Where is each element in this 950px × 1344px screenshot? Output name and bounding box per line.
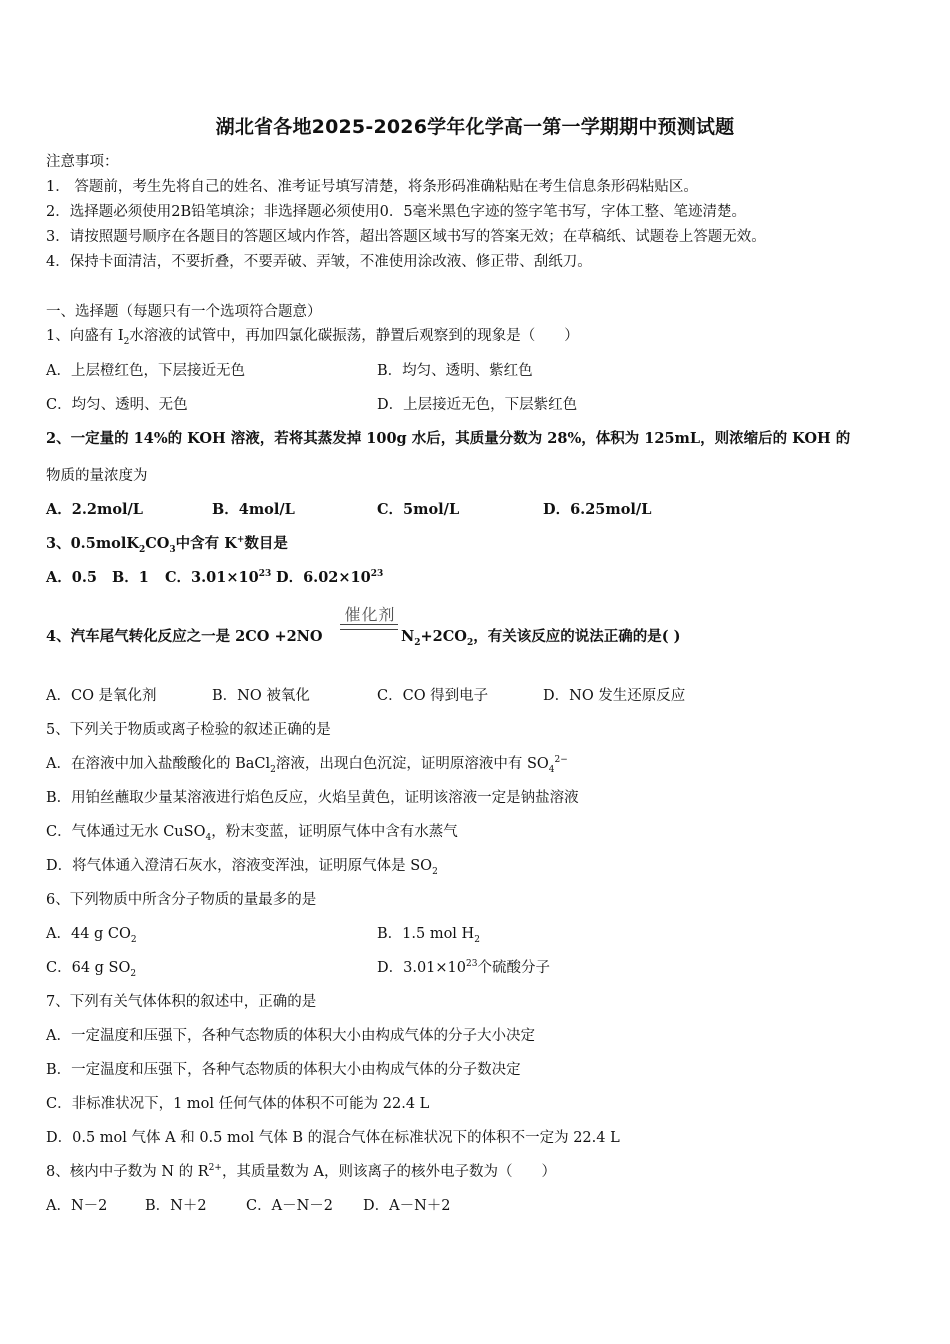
q6-d-text-b: 个硫酸分子 bbox=[477, 960, 550, 976]
notice-item-4: 4．保持卡面清洁，不要折叠，不要弄破、弄皱，不准使用涂改液、修正带、刮纸刀。 bbox=[46, 254, 592, 270]
question-1-stem bbox=[46, 326, 579, 346]
q6-d-text-a: D．3.01×10 bbox=[377, 960, 467, 976]
catalyst-text: 催化剂 bbox=[344, 605, 396, 624]
q5-a-sub: 2 bbox=[270, 764, 276, 775]
q3-text-d: 数目是 bbox=[244, 535, 288, 552]
q5-a-text-b: 溶液，出现白色沉淀，证明原溶液中有 SO bbox=[275, 756, 549, 772]
q5-c-text-b: ，粉末变蓝，证明原气体中含有水蒸气 bbox=[211, 824, 458, 840]
section-heading: 一、选择题（每题只有一个选项符合题意） bbox=[46, 304, 322, 320]
q3-option-b[interactable]: B．1 bbox=[112, 569, 149, 586]
notice-item-2: 2．选择题必须使用2B铅笔填涂；非选择题必须使用0．5毫米黑色字迹的签字笔书写，字体工整、笔迹清楚。 bbox=[46, 204, 747, 220]
q3-sup1: + bbox=[236, 535, 245, 546]
q6-c-sub: 2 bbox=[130, 968, 137, 979]
q4-text-b: N bbox=[401, 628, 415, 645]
q8-option-c[interactable]: C．A－N－2 bbox=[246, 1198, 333, 1214]
q4-option-b[interactable]: B．NO 被氧化 bbox=[212, 688, 310, 704]
q3-option-c[interactable] bbox=[165, 568, 271, 588]
q3-option-d-sup: 23 bbox=[370, 569, 384, 580]
q5-c-text-a: C．气体通过无水 CuSO bbox=[46, 824, 206, 840]
q2-option-b[interactable]: B．4mol/L bbox=[212, 501, 295, 518]
q3-option-c-text: C．3.01×10 bbox=[165, 569, 259, 586]
q7-option-b[interactable]: B．一定温度和压强下，各种气态物质的体积大小由构成气体的分子数决定 bbox=[46, 1062, 521, 1078]
q1-option-c[interactable]: C．均匀、透明、无色 bbox=[46, 397, 188, 413]
q2-option-c[interactable]: C．5mol/L bbox=[377, 501, 460, 518]
q8-text-b: ，其质量数为 A，则该离子的核外电子数为（ ） bbox=[221, 1164, 557, 1180]
q3-sub2: 3 bbox=[169, 544, 176, 555]
q5-option-c[interactable] bbox=[46, 822, 458, 842]
q4-option-a[interactable]: A．CO 是氧化剂 bbox=[46, 688, 157, 704]
q6-option-d[interactable] bbox=[377, 958, 550, 978]
q5-c-sub: 4 bbox=[205, 832, 212, 843]
q6-option-b[interactable] bbox=[377, 924, 480, 944]
q5-d-text-a: D．将气体通入澄清石灰水，溶液变浑浊，证明原气体是 SO bbox=[46, 858, 433, 874]
q4-sub2: 2 bbox=[466, 637, 474, 648]
q3-sub1: 2 bbox=[138, 544, 146, 555]
q7-option-d[interactable]: D．0.5 mol 气体 A 和 0.5 mol 气体 B 的混合气体在标准状况下的体积不一定为 22.4 L bbox=[46, 1130, 620, 1146]
q8-option-a[interactable]: A．N－2 bbox=[46, 1198, 108, 1214]
q6-a-text: A．44 g CO bbox=[46, 926, 131, 942]
q5-d-sub: 2 bbox=[432, 866, 438, 877]
q7-option-a[interactable]: A．一定温度和压强下，各种气态物质的体积大小由构成气体的分子大小决定 bbox=[46, 1028, 535, 1044]
q5-option-d[interactable] bbox=[46, 856, 438, 876]
q3-option-c-sup: 23 bbox=[258, 569, 272, 580]
q8-sup: 2+ bbox=[208, 1163, 222, 1174]
reaction-arrow bbox=[340, 624, 398, 630]
question-4-stem-tail bbox=[401, 627, 681, 647]
q6-option-a[interactable] bbox=[46, 924, 137, 944]
q1-option-b[interactable]: B．均匀、透明、紫红色 bbox=[377, 363, 533, 379]
q2-option-a[interactable]: A．2.2mol/L bbox=[46, 501, 143, 518]
q4-text-c: +2CO bbox=[420, 628, 467, 645]
q3-text-b: CO bbox=[145, 535, 170, 552]
q5-option-a[interactable] bbox=[46, 754, 568, 774]
question-3-stem bbox=[46, 534, 288, 554]
q3-text-a: 3、0.5molK bbox=[46, 535, 139, 552]
q5-a-sup: 2− bbox=[554, 755, 568, 766]
q1-option-d[interactable]: D．上层接近无色，下层紫红色 bbox=[377, 397, 578, 413]
question-2-stem-line2: 物质的量浓度为 bbox=[46, 468, 148, 484]
q5-option-b[interactable]: B．用铂丝蘸取少量某溶液进行焰色反应，火焰呈黄色，证明该溶液一定是钠盐溶液 bbox=[46, 790, 579, 806]
q7-option-c[interactable]: C．非标准状况下，1 mol 任何气体的体积不可能为 22.4 L bbox=[46, 1096, 430, 1112]
q4-sub1: 2 bbox=[414, 637, 421, 648]
q1-option-a[interactable]: A．上层橙红色，下层接近无色 bbox=[46, 363, 245, 379]
q6-d-sup: 23 bbox=[466, 959, 478, 970]
notice-heading: 注意事项： bbox=[46, 154, 119, 170]
q4-option-c[interactable]: C．CO 得到电子 bbox=[377, 688, 489, 704]
q6-b-sub: 2 bbox=[474, 934, 480, 945]
question-8-stem bbox=[46, 1162, 556, 1182]
q3-option-d-text: D．6.02×10 bbox=[276, 569, 371, 586]
q6-a-sub: 2 bbox=[130, 934, 137, 945]
q1-text-b: 水溶液的试管中，再加四氯化碳振荡，静置后观察到的现象是（ ） bbox=[129, 328, 579, 344]
q1-sub: 2 bbox=[123, 336, 130, 347]
q6-c-text: C．64 g SO bbox=[46, 960, 131, 976]
q6-option-c[interactable] bbox=[46, 958, 136, 978]
notice-item-1: 1． 答题前，考生先将自己的姓名、准考证号填写清楚，将条形码准确粘贴在考生信息条形码粘贴区。 bbox=[46, 179, 698, 195]
q4-text-a: 4、汽车尾气转化反应之一是 2CO +2NO bbox=[46, 628, 323, 645]
notice-item-3: 3．请按照题号顺序在各题目的答题区域内作答，超出答题区域书写的答案无效；在草稿纸、试题卷上答题无效。 bbox=[46, 229, 766, 245]
q3-option-a[interactable]: A．0.5 bbox=[46, 569, 97, 586]
q6-b-text: B．1.5 mol H bbox=[377, 926, 475, 942]
q3-text-c: 中含有 K bbox=[175, 535, 237, 552]
question-7-stem: 7、下列有关气体体积的叙述中，正确的是 bbox=[46, 994, 317, 1010]
q1-text-a: 1、向盛有 I bbox=[46, 328, 124, 344]
question-4-stem bbox=[46, 627, 323, 647]
q5-a-sub2: 4 bbox=[548, 764, 555, 775]
q8-option-b[interactable]: B．N＋2 bbox=[145, 1198, 207, 1214]
q5-a-text-a: A．在溶液中加入盐酸酸化的 BaCl bbox=[46, 756, 271, 772]
q8-text-a: 8、核内中子数为 N 的 R bbox=[46, 1164, 209, 1180]
question-5-stem: 5、下列关于物质或离子检验的叙述正确的是 bbox=[46, 722, 331, 738]
q4-text-d: ，有关该反应的说法正确的是( ) bbox=[473, 628, 681, 645]
q8-option-d[interactable]: D．A－N＋2 bbox=[363, 1198, 451, 1214]
question-6-stem: 6、下列物质中所含分子物质的量最多的是 bbox=[46, 892, 317, 908]
q3-option-d[interactable] bbox=[276, 568, 383, 588]
question-2-stem-line1: 2、一定量的 14%的 KOH 溶液，若将其蒸发掉 100g 水后，其质量分数为 28%，体积为 125mL，则浓缩后的 KOH 的 bbox=[46, 430, 851, 447]
q4-option-d[interactable]: D．NO 发生还原反应 bbox=[543, 688, 686, 704]
page-title: 湖北省各地2025-2026学年化学高一第一学期期中预测试题 bbox=[215, 116, 735, 138]
q2-option-d[interactable]: D．6.25mol/L bbox=[543, 501, 652, 518]
catalyst-label bbox=[340, 602, 400, 625]
